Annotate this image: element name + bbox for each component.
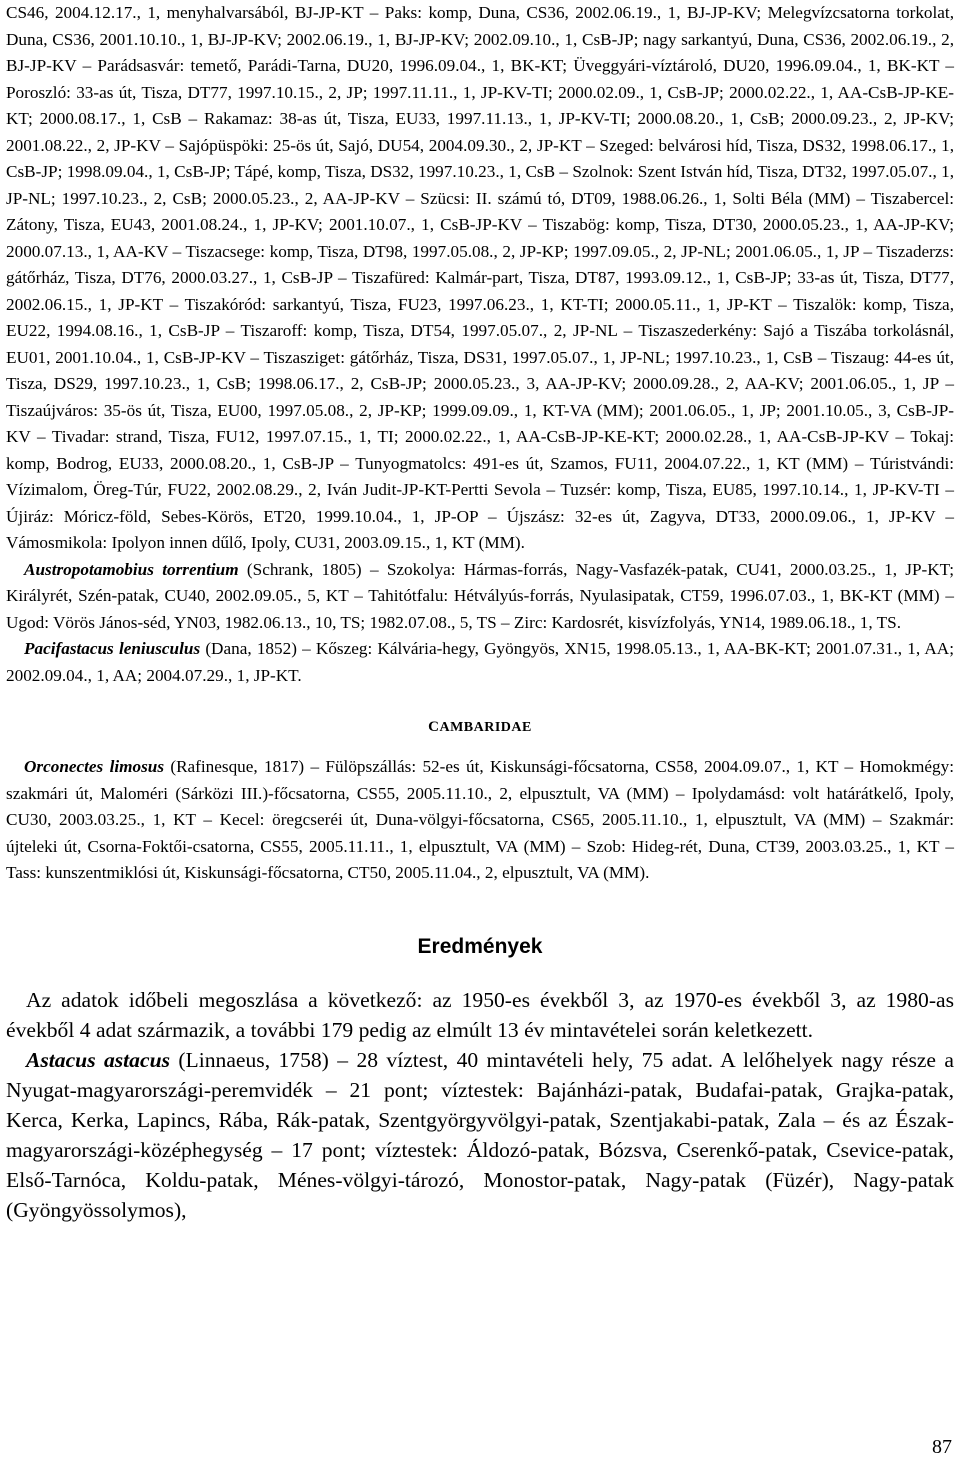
species-paragraph-pacifastacus	[6, 636, 954, 689]
family-heading	[6, 719, 954, 736]
family-heading-initial: C	[428, 719, 440, 735]
species-records: (Dana, 1852) – Kőszeg: Kálvária-hegy, Gyöngyös, XN15, 1998.05.13., 1, AA-BK-KT; 2001.07.31., 1, AA; 2002.09.04., 1, AA; 2004.07.29., 1, JP-KT.	[6, 639, 954, 685]
results-intro: Az adatok időbeli megoszlása a következő: az 1950-es évekből 3, az 1970-es évekből 3, az 1980-as évekből 4 adat származik, a további 179 pedig az elmúlt 13 év mintavételei során keletkezett.	[6, 987, 954, 1042]
record-paragraph	[6, 0, 954, 557]
document-page	[6, 0, 954, 1225]
species-name: Orconectes limosus	[24, 757, 165, 776]
species-records: (Rafinesque, 1817) – Fülöpszállás: 52-es út, Kiskunsági-főcsatorna, CS58, 2004.09.07., 1, KT – Homokmégy: szakmári út, Maloméri (Sárközi III.)-főcsatorna, CS55, 2005.11.10., 2, elpusztult, VA (MM) – Ipolydamásd: volt határátkelő, Ipoly, CU30, 2003.03.25., 1, KT – Kecel: öregcseréi út, Duna-völgyi-főcsatorna, CS65, 2005.11.10., 1, elpusztult, VA (MM) – Szakmár: újteleki út, Csorna-Foktői-csatorna, CS55, 2005.11.11., 1, elpusztult, VA (MM) – Szob: Hideg-rét, Duna, CT39, 2003.03.25., 1, KT – Tass: kunszentmiklósi út, Kiskunsági-főcsatorna, CT50, 2005.11.04., 2, elpusztult, VA (MM).	[6, 757, 955, 882]
species-paragraph-torrentium	[6, 557, 954, 637]
record-text: CS46, 2004.12.17., 1, menyhalvarsából, BJ-JP-KT – Paks: komp, Duna, CS36, 2002.06.19., 1, BJ-JP-KV; Melegvízcsatorna torkolat, Duna, CS36, 2001.10.10., 1, BJ-JP-KV; 2002.06.19., 1, BJ-JP-KV; 2002.09.10., 1, CsB-JP; nagy sarkantyú, Duna, CS36, 2002.06.19., 2, BJ-JP-KV – Parádsasvár: temető, Parádi-Tarna, DU20, 1996.09.04., 1, BK-KT; Üveggyári-víztároló, DU20, 1996.09.04., 1, BK-KT – Poroszló: 33-as út, Tisza, DT77, 1997.10.15., 2, JP; 1997.11.11., 1, JP-KV-TI; 2000.02.09., 1, CsB-JP; 2000.02.22., 1, AA-CsB-JP-KE-KT; 2000.08.17., 1, CsB – Rakamaz: 38-as út, Tisza, EU33, 1997.11.13., 1, JP-KV-TI; 2000.08.20., 1, CsB; 2000.09.23., 2, JP-KV; 2001.08.22., 2, JP-KV – Sajópüspöki: 25-ös út, Sajó, DU54, 2004.09.30., 2, JP-KT – Szeged: belvárosi híd, Tisza, DS32, 1998.06.17., 1, CsB-JP; 1998.09.04., 1, CsB-JP; Tápé, komp, Tisza, DS32, 1997.10.23., 1, CsB – Szolnok: Szent István híd, Tisza, DT32, 1997.05.07., 1, JP-NL; 1997.10.23., 2, CsB; 2000.05.23., 2, AA-JP-KV – Szücsi: II. számú tó, DT09, 1988.06.26., 1, Solti Béla (MM) – Tiszabercel: Zátony, Tisza, EU43, 2001.08.24., 1, JP-KV; 2001.10.07., 1, CsB-JP-KV – Tiszabög: komp, Tisza, DT30, 2000.05.23., 1, AA-JP-KV; 2000.07.13., 1, AA-KV – Tiszacsege: komp, Tisza, DT98, 1997.05.08., 2, JP-KP; 1997.09.05., 2, JP-NL; 2001.06.05., 1, JP – Tiszaderzs: gátőrház, Tisza, DT76, 2000.03.27., 1, CsB-JP – Tiszafüred: Kalmár-part, Tisza, DT87, 1993.09.12., 1, CsB-JP; 33-as út, Tisza, DT77, 2002.06.15., 1, JP-KT – Tiszakóród: sarkantyú, Tisza, FU23, 1997.06.23., 1, KT-TI; 2000.05.11., 1, JP-KT – Tiszalök: komp, Tisza, EU22, 1994.08.16., 1, CsB-JP – Tiszaroff: komp, Tisza, DT54, 1997.05.07., 2, JP-NL – Tiszaszederkény: Sajó a Tiszába torkolásnál, EU01, 2001.10.04., 1, CsB-JP-KV – Tiszasziget: gátőrház, Tisza, DS31, 1997.05.07., 1, JP-NL; 1997.10.23., 1, CsB – Tiszaug: 44-es út, Tisza, DS29, 1997.10.23., 1, CsB; 1998.06.17., 2, CsB-JP; 2000.05.23., 3, AA-JP-KV; 2000.09.28., 2, AA-KV; 2001.06.05., 1, JP – Tiszaújváros: 35-ös út, Tisza, EU00, 1997.05.08., 2, JP-KP; 1999.09.09., 1, KT-VA (MM); 2001.06.05., 1, JP; 2001.10.05., 3, CsB-JP-KV – Tivadar: strand, Tisza, FU12, 1997.07.15., 1, TI; 2000.02.22., 1, AA-CsB-JP-KE-KT; 2000.02.28., 1, AA-CsB-JP-KV – Tokaj: komp, Bodrog, EU33, 2000.08.20., 1, CsB-JP – Tunyogmatolcs: 491-es út, Szamos, FU11, 2004.07.22., 1, KT (MM) – Túristvándi: Vízimalom, Öreg-Túr, FU22, 2002.08.29., 2, Iván Judit-JP-KT-Pertti Sevola – Tuzsér: komp, Tisza, EU85, 1997.10.14., 1, JP-KV-TI – Újiráz: Móricz-föld, Sebes-Körös, ET20, 1999.10.04., 1, JP-OP – Újszász: 32-es út, Zagyva, DT33, 2000.09.06., 1, JP-KV – Vámosmikola: Ipolyon innen dűlő, Ipoly, CU31, 2003.09.15., 1, KT (MM).	[6, 3, 954, 552]
species-paragraph-orconectes	[6, 754, 954, 887]
species-name: Pacifastacus leniusculus	[24, 639, 201, 658]
species-name: Austropotamobius torrentium	[24, 559, 239, 579]
page-number: 87	[932, 1436, 952, 1458]
species-summary: (Linnaeus, 1758) – 28 víztest, 40 mintavételi hely, 75 adat. A lelőhelyek nagy része a Nyugat-magyarországi-peremvidék – 21 pont; víztestek: Bajánházi-patak, Budafai-patak, Grajka-patak, Kerca, Kerka, Lapincs, Rába, Rák-patak, Szentgyörgyvölgyi-patak, Szentjakabi-patak, Zala – és az Észak-magyarországi-középhegység – 17 pont; víztestek: Áldozó-patak, Bózsva, Cserenkő-patak, Csevice-patak, Első-Tarnóca, Koldu-patak, Ménes-völgyi-tározó, Monostor-patak, Nagy-patak (Füzér), Nagy-patak (Gyöngyössolymos),	[6, 1047, 954, 1222]
results-astacus	[6, 1045, 954, 1225]
species-name: Astacus astacus	[26, 1047, 170, 1072]
species-records: (Schrank, 1805) – Szokolya: Hármas-forrás, Nagy-Vasfazék-patak, CU41, 2000.03.25., 1, JP-KT; Királyrét, Szén-patak, CU40, 2002.09.05., 5, KT – Tahitótfalu: Hétvályús-forrás, Nyulasipatak, CT59, 1996.07.03., 1, BK-KT (MM) – Ugod: Vörös János-séd, YN03, 1982.06.13., 10, TS; 1982.07.08., 5, TS – Zirc: Kardosrét, kisvízfolyás, YN14, 1989.06.18., 1, TS.	[6, 559, 954, 632]
section-title: Eredmények	[417, 934, 543, 958]
family-heading-rest: AMBARIDAE	[439, 720, 532, 735]
